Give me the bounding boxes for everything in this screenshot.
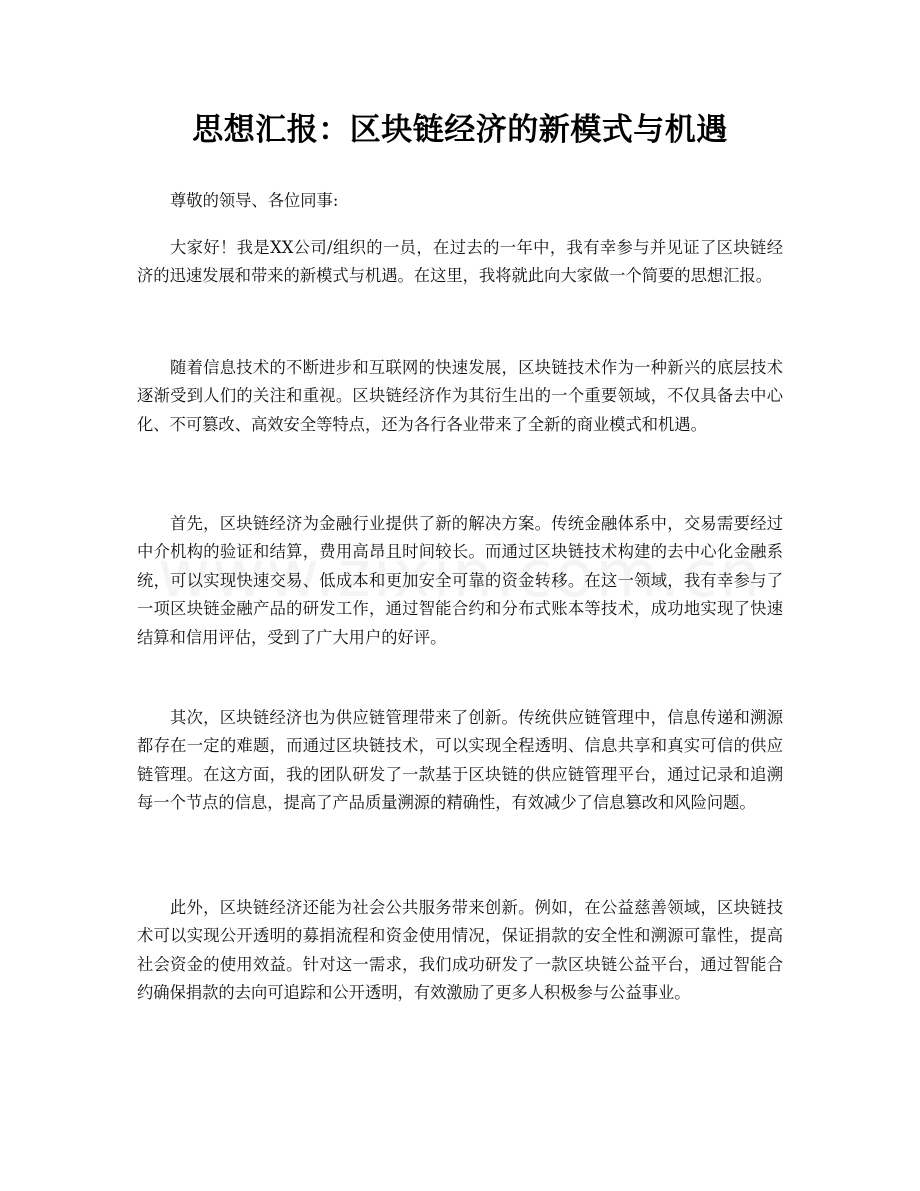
document-title: 思想汇报：区块链经济的新模式与机遇 bbox=[192, 112, 728, 148]
public-service-paragraph: 此外，区块链经济还能为社会公共服务带来创新。例如，在公益慈善领域，区块链技术可以实现公开透明的募捐流程和资金使用情况，保证捐款的安全性和溯源可靠性，提高社会资金的使用效益。针对这一需求，我们成功研发了一款区块链公益平台，通过智能合约确保捐款的去向可追踪和公开透明，有效激励了更多人积极参与公益事业。 bbox=[137, 898, 783, 1003]
supply-chain-paragraph: 其次，区块链经济也为供应链管理带来了创新。传统供应链管理中，信息传递和溯源都存在一定的难题，而通过区块链技术，可以实现全程透明、信息共享和真实可信的供应链管理。在这方面，我的团队研发了一款基于区块链的供应链管理平台，通过记录和追溯每一个节点的信息，提高了产品质量溯源的精确性，有效减少了信息篡改和风险问题。 bbox=[137, 708, 783, 813]
intro-paragraph: 大家好！我是XX公司/组织的一员，在过去的一年中，我有幸参与并见证了区块链经济的迅速发展和带来的新模式与机遇。在这里，我将就此向大家做一个简要的思想汇报。 bbox=[137, 238, 783, 286]
salutation-paragraph: 尊敬的领导、各位同事: bbox=[170, 191, 339, 210]
background-paragraph: 随着信息技术的不断进步和互联网的快速发展，区块链技术作为一种新兴的底层技术逐渐受到人们的关注和重视。区块链经济作为其衍生出的一个重要领域，不仅具备去中心化、不可篡改、高效安全等特点，还为各行各业带来了全新的商业模式和机遇。 bbox=[137, 358, 783, 434]
finance-paragraph: 首先，区块链经济为金融行业提供了新的解决方案。传统金融体系中，交易需要经过中介机构的验证和结算，费用高昂且时间较长。而通过区块链技术构建的去中心化金融系统，可以实现快速交易、低成本和更加安全可靠的资金转移。在这一领域，我有幸参与了一项区块链金融产品的研发工作，通过智能合约和分布式账本等技术，成功地实现了快速结算和信用评估，受到了广大用户的好评。 bbox=[137, 514, 783, 647]
